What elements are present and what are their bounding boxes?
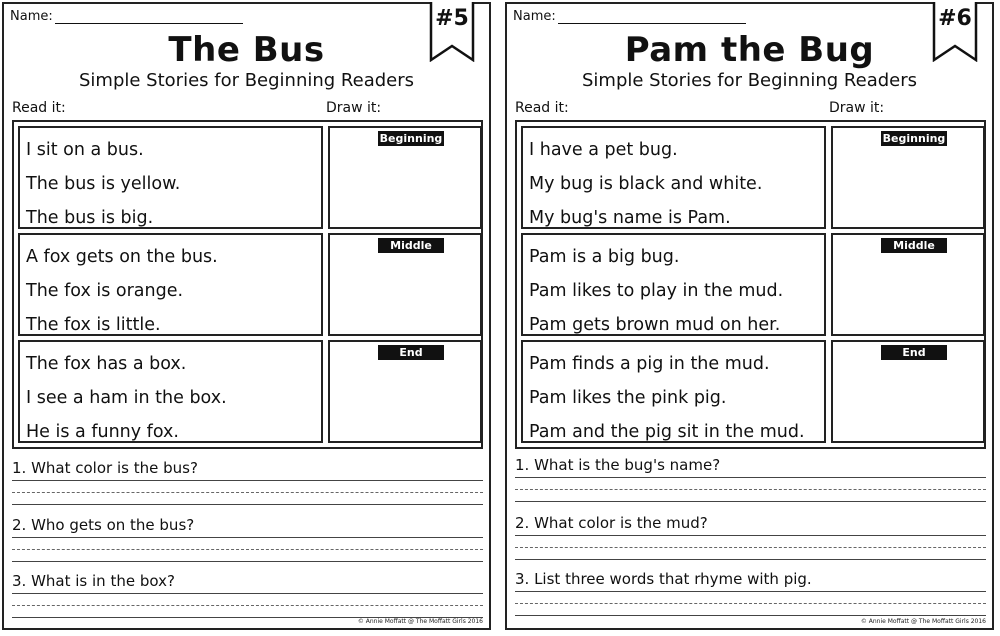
question-1 <box>12 459 483 505</box>
story-line: He is a funny fox. <box>26 422 179 442</box>
read-it-label: Read it: <box>12 100 66 116</box>
page-title: The Bus <box>168 30 325 70</box>
worksheet-the-bus <box>2 2 491 630</box>
section-tag: End <box>881 345 947 360</box>
story-line: I have a pet bug. <box>529 140 678 160</box>
question-text: 3. List three words that rhyme with pig. <box>515 570 812 588</box>
section-tag: Beginning <box>379 132 443 145</box>
name-line[interactable] <box>558 9 746 24</box>
story-line: Pam likes to play in the mud. <box>529 281 784 301</box>
story-line: The fox has a box. <box>26 354 187 374</box>
story-line: My bug is black and white. <box>529 174 763 194</box>
story-line: Pam gets brown mud on her. <box>529 315 781 335</box>
copyright-text: © Annie Moffatt @ The Moffatt Girls 2016 <box>357 618 483 625</box>
answer-guide-line <box>12 492 483 493</box>
answer-guide-line <box>515 547 986 548</box>
answer-line[interactable] <box>12 504 483 505</box>
story-line: My bug's name is Pam. <box>529 208 731 228</box>
story-text <box>18 126 323 229</box>
story-line: Pam is a big bug. <box>529 247 680 267</box>
worksheet-number: #6 <box>938 6 972 31</box>
story-line: Pam finds a pig in the mud. <box>529 354 770 374</box>
story-line: Pam and the pig sit in the mud. <box>529 422 805 442</box>
story-text <box>521 340 826 443</box>
section-tag: Middle <box>378 238 444 253</box>
question-1 <box>515 456 986 502</box>
section-tag: Middle <box>881 238 947 253</box>
answer-guide-line <box>515 489 986 490</box>
story-line: Pam likes the pink pig. <box>529 388 727 408</box>
story-text <box>521 233 826 336</box>
question-text: 2. Who gets on the bus? <box>12 516 195 534</box>
story-text <box>18 340 323 443</box>
question-text: 1. What color is the bus? <box>12 459 198 477</box>
worksheet-pam-the-bug <box>505 2 994 630</box>
answer-guide-line <box>515 603 986 604</box>
story-line: The fox is orange. <box>26 281 184 301</box>
drawing-area[interactable] <box>328 126 482 229</box>
page-title: Pam the Bug <box>624 30 875 70</box>
name-label: Name: <box>10 9 53 24</box>
story-box <box>515 120 986 449</box>
answer-guide-line <box>12 605 483 606</box>
story-line: The bus is big. <box>26 208 154 228</box>
question-text: 2. What color is the mud? <box>515 514 708 532</box>
name-line[interactable] <box>55 9 243 24</box>
worksheet-number: #5 <box>435 6 469 31</box>
story-line: A fox gets on the bus. <box>26 247 218 267</box>
answer-line[interactable] <box>515 615 986 616</box>
drawing-area[interactable] <box>831 233 985 336</box>
draw-it-label: Draw it: <box>326 100 382 116</box>
drawing-area[interactable] <box>328 340 482 443</box>
question-3 <box>12 572 483 618</box>
story-line: I sit on a bus. <box>26 140 144 160</box>
section-tag: Beginning <box>882 132 946 145</box>
story-line: The bus is yellow. <box>26 174 181 194</box>
question-3 <box>515 570 986 616</box>
answer-line[interactable] <box>515 591 986 592</box>
answer-line[interactable] <box>12 593 483 594</box>
story-text <box>18 233 323 336</box>
read-it-label: Read it: <box>515 100 569 116</box>
answer-line[interactable] <box>12 561 483 562</box>
answer-line[interactable] <box>12 537 483 538</box>
story-line: The fox is little. <box>26 315 161 335</box>
draw-it-label: Draw it: <box>829 100 885 116</box>
drawing-area[interactable] <box>831 126 985 229</box>
page-subtitle: Simple Stories for Beginning Readers <box>581 70 918 91</box>
story-line: I see a ham in the box. <box>26 388 227 408</box>
story-box <box>12 120 483 449</box>
question-text: 1. What is the bug's name? <box>515 456 721 474</box>
drawing-area[interactable] <box>328 233 482 336</box>
answer-line[interactable] <box>515 535 986 536</box>
name-field[interactable] <box>513 9 746 24</box>
answer-line[interactable] <box>515 559 986 560</box>
name-field[interactable] <box>10 9 243 24</box>
answer-guide-line <box>12 549 483 550</box>
question-2 <box>515 514 986 560</box>
question-text: 3. What is in the box? <box>12 572 175 590</box>
copyright-text: © Annie Moffatt @ The Moffatt Girls 2016 <box>860 618 986 625</box>
story-text <box>521 126 826 229</box>
drawing-area[interactable] <box>831 340 985 443</box>
section-tag: End <box>378 345 444 360</box>
page-subtitle: Simple Stories for Beginning Readers <box>78 70 415 91</box>
answer-line[interactable] <box>515 501 986 502</box>
answer-line[interactable] <box>515 477 986 478</box>
answer-line[interactable] <box>12 480 483 481</box>
question-2 <box>12 516 483 562</box>
name-label: Name: <box>513 9 556 24</box>
